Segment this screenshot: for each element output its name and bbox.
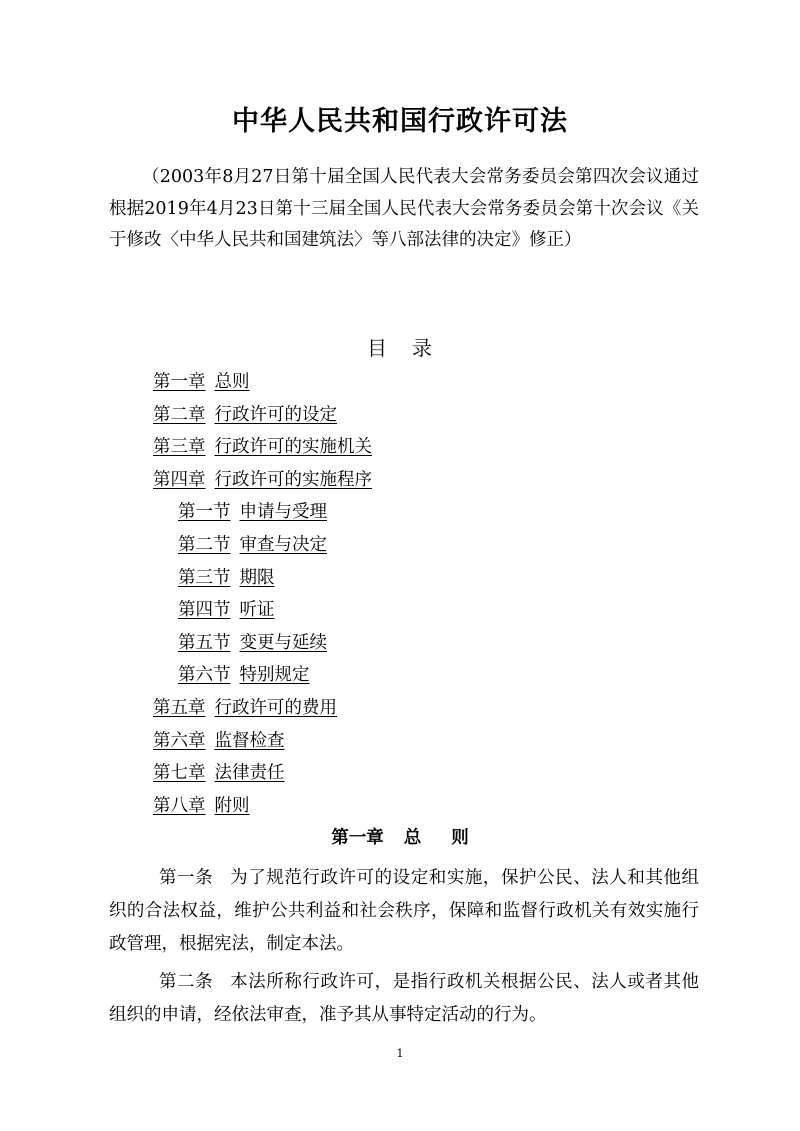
toc-item-chapter-2 bbox=[153, 399, 372, 432]
toc-item-chapter-1 bbox=[153, 366, 372, 399]
article-number: 第二条 bbox=[159, 972, 214, 992]
toc-item-chapter-6 bbox=[153, 725, 372, 758]
toc-link-section-6[interactable]: 第六节 特别规定 bbox=[178, 665, 310, 686]
preamble: （2003年8月27日第十届全国人民代表大会常务委员会第四次会议通过 根据2019年4月23日第十三届全国人民代表大会常务委员会第十次会议《关于修改〈中华人民共和国建筑法〉等八部法律的决定》修正） bbox=[109, 167, 717, 250]
toc-item-section-5 bbox=[153, 627, 372, 660]
article-text: 本法所称行政许可，是指行政机关根据公民、法人或者其他组织的申请，经依法审查，准予其从事特定活动的行为。 bbox=[109, 972, 700, 1025]
toc-item-chapter-8 bbox=[153, 790, 372, 823]
toc-title-char: 目 bbox=[367, 336, 388, 360]
article-1 bbox=[109, 862, 699, 961]
toc-item-chapter-5 bbox=[153, 692, 372, 725]
toc-link-chapter-8[interactable]: 第八章 附则 bbox=[153, 795, 250, 816]
toc-item-section-3 bbox=[153, 562, 372, 595]
chapter-number: 第一章 bbox=[331, 828, 384, 848]
toc-item-section-1 bbox=[153, 496, 372, 529]
toc-link-chapter-2[interactable]: 第二章 行政许可的设定 bbox=[153, 404, 337, 425]
toc-item-section-6 bbox=[153, 659, 372, 692]
toc-link-section-4[interactable]: 第四节 听证 bbox=[178, 600, 275, 621]
article-text: 为了规范行政许可的设定和实施，保护公民、法人和其他组织的合法权益，维护公共利益和社会秩序，保障和监督行政机关有效实施行政管理，根据宪法，制定本法。 bbox=[109, 868, 700, 954]
toc-link-chapter-5[interactable]: 第五章 行政许可的费用 bbox=[153, 697, 337, 718]
document-title: 中华人民共和国行政许可法 bbox=[232, 106, 568, 137]
toc-link-chapter-7[interactable]: 第七章 法律责任 bbox=[153, 763, 285, 784]
toc-link-chapter-3[interactable]: 第三章 行政许可的实施机关 bbox=[153, 437, 372, 458]
toc-item-chapter-4 bbox=[153, 464, 372, 497]
toc-link-section-1[interactable]: 第一节 申请与受理 bbox=[178, 502, 327, 523]
toc-item-chapter-3 bbox=[153, 431, 372, 464]
table-of-contents bbox=[153, 366, 372, 822]
page-number: 1 bbox=[396, 1047, 404, 1060]
toc-item-section-2 bbox=[153, 529, 372, 562]
toc-link-section-2[interactable]: 第二节 审查与决定 bbox=[178, 534, 327, 555]
toc-item-section-4 bbox=[153, 594, 372, 627]
article-number: 第一条 bbox=[159, 868, 214, 888]
chapter-title-char: 则 bbox=[451, 828, 469, 848]
toc-link-chapter-6[interactable]: 第六章 监督检查 bbox=[153, 730, 285, 751]
toc-link-section-3[interactable]: 第三节 期限 bbox=[178, 567, 275, 588]
toc-title bbox=[0, 334, 800, 362]
chapter-heading bbox=[0, 824, 800, 852]
toc-link-chapter-1[interactable]: 第一章 总则 bbox=[153, 372, 250, 392]
toc-item-chapter-7 bbox=[153, 757, 372, 790]
chapter-title-char: 总 bbox=[403, 828, 422, 848]
toc-link-section-5[interactable]: 第五节 变更与延续 bbox=[178, 632, 327, 653]
toc-title-char: 录 bbox=[412, 336, 433, 360]
article-2 bbox=[109, 966, 699, 1032]
toc-link-chapter-4[interactable]: 第四章 行政许可的实施程序 bbox=[153, 469, 372, 490]
